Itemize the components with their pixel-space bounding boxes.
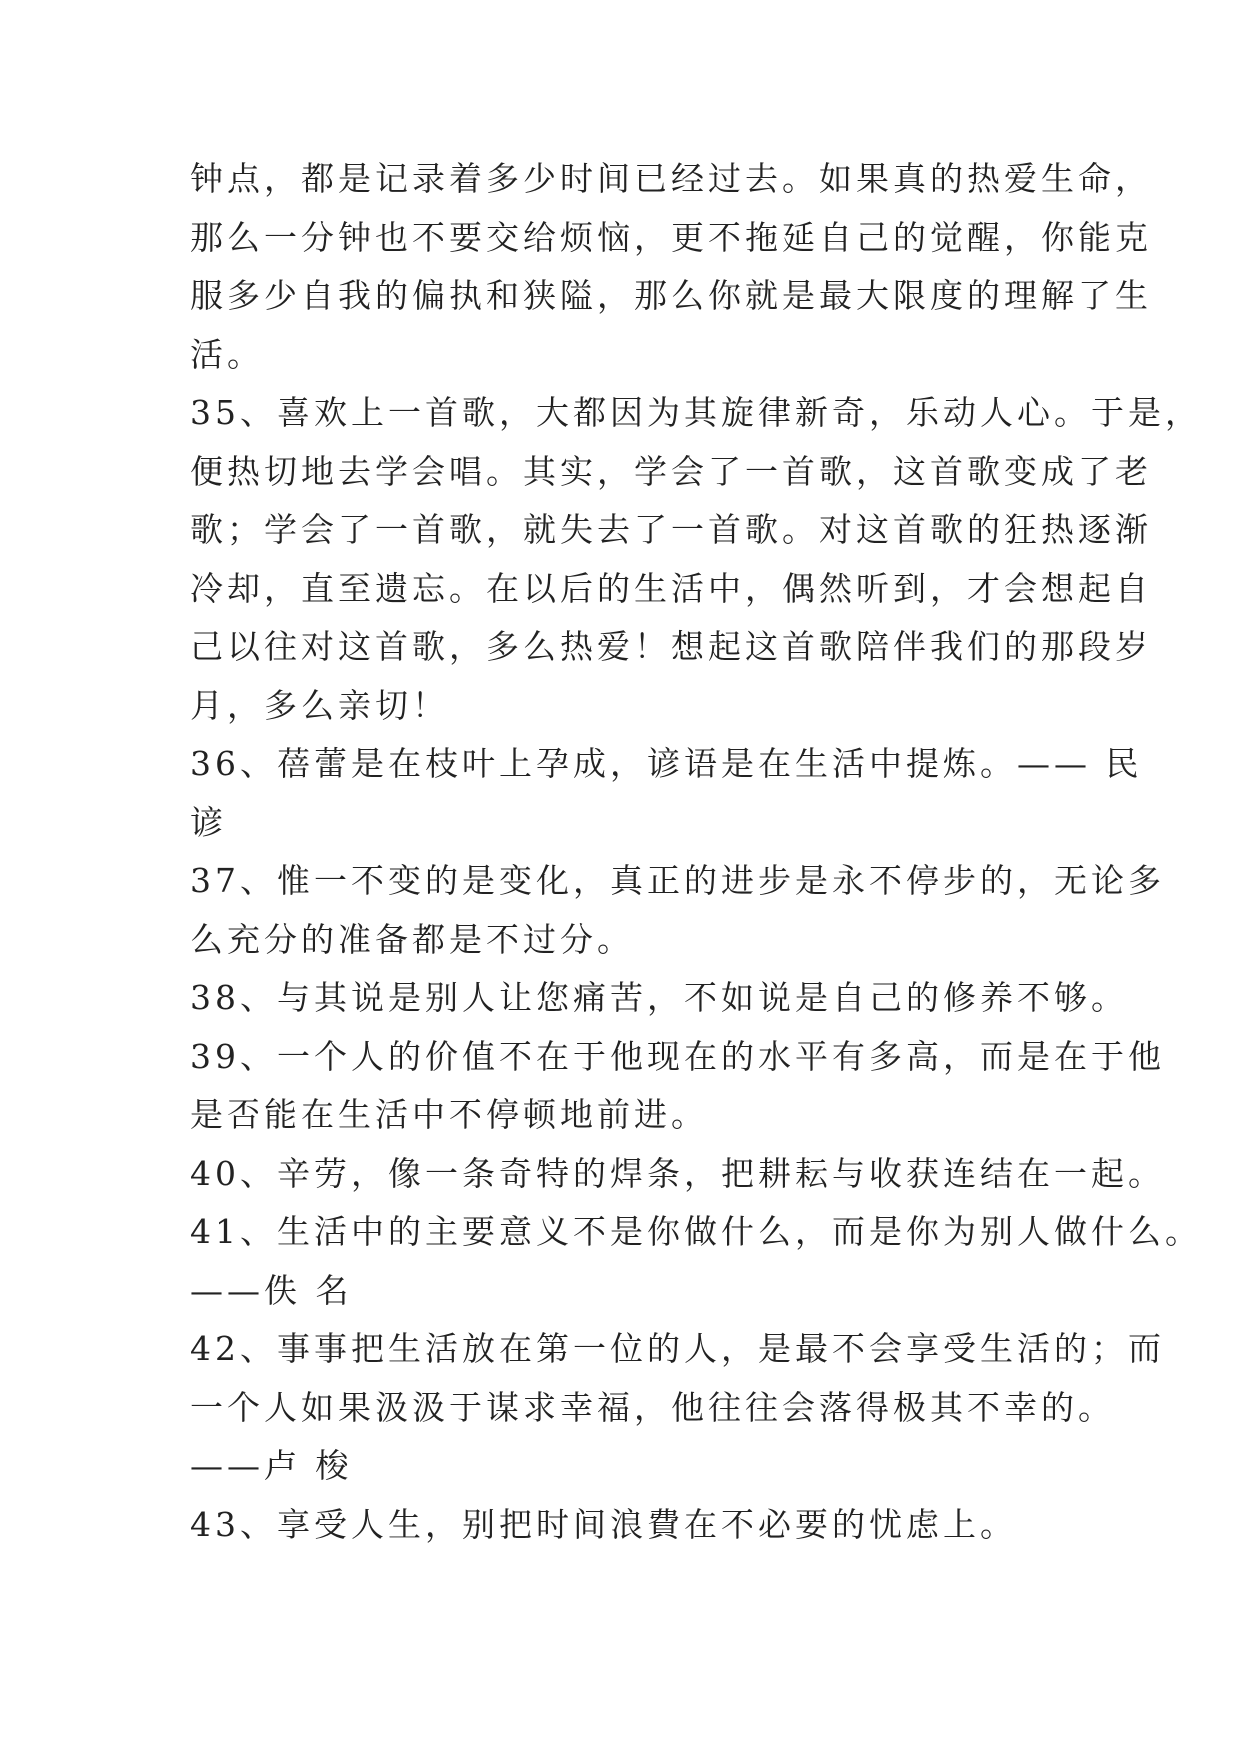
text-line: 是否能在生活中不停顿地前进。: [190, 1095, 708, 1134]
text-line: ——卢 梭: [190, 1446, 353, 1485]
text-line: 便热切地去学会唱。其实，学会了一首歌，这首歌变成了老: [190, 451, 1152, 491]
text-line: 谚: [190, 802, 227, 842]
text-line: 37、惟一不变的是变化，真正的进步是永不停步的，无论多: [190, 861, 1165, 900]
text-line: 38、与其说是别人让您痛苦，不如说是自己的修养不够。: [190, 978, 1128, 1017]
text-line: 服多少自我的偏执和狭隘，那么你就是最大限度的理解了生: [190, 276, 1152, 315]
text-line: 钟点，都是记录着多少时间已经过去。如果真的热爱生命，: [190, 159, 1152, 198]
text-line: 己以往对这首歌，多么热爱！想起这首歌陪伴我们的那段岁: [190, 627, 1152, 666]
text-line: 歌；学会了一首歌，就失去了一首歌。对这首歌的狂热逐渐: [190, 510, 1152, 549]
text-line: 39、一个人的价值不在于他现在的水平有多高，而是在于他: [190, 1036, 1165, 1076]
document-page: [190, 150, 1202, 1554]
text-line: 活。: [190, 334, 264, 374]
text-line: 42、事事把生活放在第一位的人，是最不会享受生活的；而: [190, 1329, 1165, 1368]
text-line: 那么一分钟也不要交给烦恼，更不拖延自己的觉醒，你能克: [190, 217, 1152, 257]
text-line: 36、蓓蕾是在枝叶上孕成，谚语是在生活中提炼。—— 民: [190, 744, 1143, 783]
text-line: 41、生活中的主要意义不是你做什么，而是你为别人做什么。: [190, 1212, 1202, 1251]
text-line: 35、喜欢上一首歌，大都因为其旋律新奇，乐动人心。于是，: [190, 393, 1202, 432]
text-line: 么充分的准备都是不过分。: [190, 919, 634, 959]
text-line: 43、享受人生，别把时间浪費在不必要的忧虑上。: [190, 1504, 1017, 1544]
text-line: 月，多么亲切！: [190, 685, 449, 725]
text-line: ——佚 名: [190, 1270, 353, 1310]
text-line: 冷却，直至遗忘。在以后的生活中，偶然听到，才会想起自: [190, 568, 1152, 608]
text-line: 一个人如果汲汲于谋求幸福，他往往会落得极其不幸的。: [190, 1387, 1115, 1427]
text-line: 40、辛劳，像一条奇特的焊条，把耕耘与收获连结在一起。: [190, 1153, 1165, 1193]
